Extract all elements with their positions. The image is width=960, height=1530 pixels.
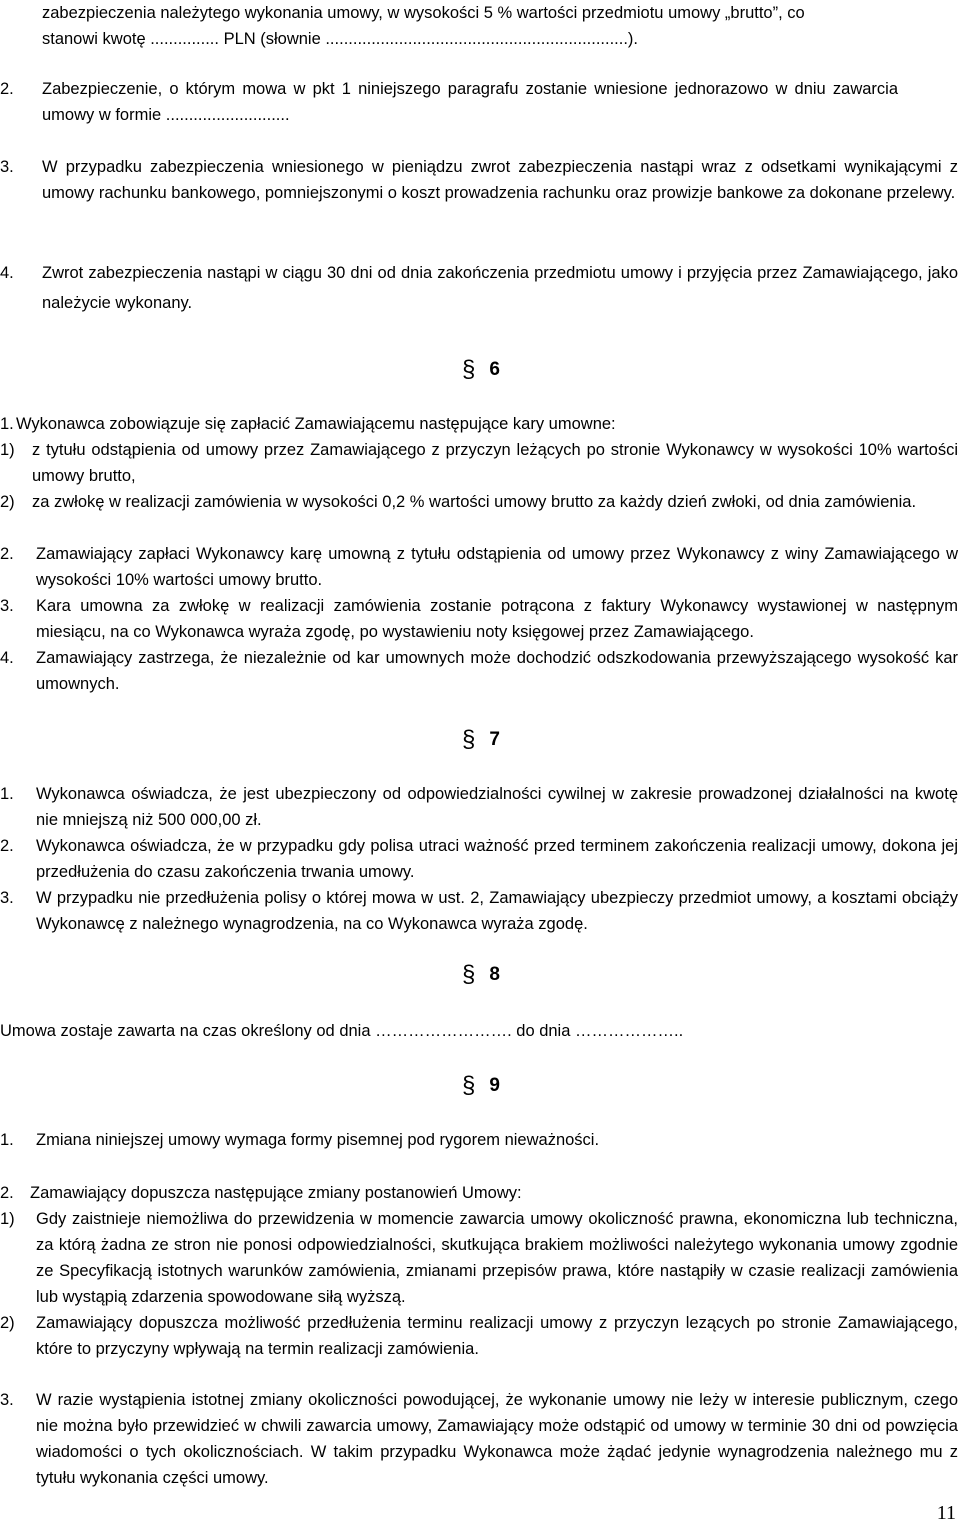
contract-term-line: Umowa zostaje zawarta na czas określony od dnia ……………………. do dnia ……………….. — [0, 1022, 684, 1040]
section-heading-7 — [462, 728, 500, 752]
s9-item-3 — [0, 1387, 958, 1491]
item-text: Zamawiający zapłaci Wykonawcy karę umowną z tytułu odstąpienia od umowy przez Wykonawcy z winy Zamawiającego w wysokości 10% wartości umowy brutto. — [36, 545, 958, 589]
section-number: 7 — [489, 729, 500, 750]
s6-item-2 — [0, 541, 958, 593]
s8-text — [0, 1018, 958, 1044]
item-number: 2. — [0, 1184, 14, 1202]
paragraph-2 — [0, 76, 958, 128]
paragraph-text: Zabezpieczenie, o którym mowa w pkt 1 niniejszego paragrafu zostanie wniesione jednorazowo w dniu zawarcia umowy w formie ........................... — [42, 80, 898, 124]
item-number: 1. — [0, 1131, 14, 1149]
s7-item-3 — [0, 885, 958, 937]
paragraph-number: 3. — [0, 158, 14, 176]
item-text: Zamawiający zastrzega, że niezależnie od kar umownych może dochodzić odszkodowania przewyższającego wysokość kar umownych. — [36, 649, 958, 693]
item-number: 2) — [0, 1314, 15, 1332]
s9-item-2-sub-1 — [0, 1206, 958, 1310]
item-number: 4. — [0, 649, 14, 667]
item-number: 3. — [0, 1391, 14, 1409]
item-number: 2. — [0, 545, 14, 563]
paragraph-number: 4. — [0, 264, 14, 282]
item-text: z tytułu odstąpienia od umowy przez Zamawiającego z przyczyn leżących po stronie Wykonawcy w wysokości 10% wartości umowy brutto, — [32, 441, 958, 485]
section-sign-icon: § — [462, 961, 476, 988]
s6-item-4 — [0, 645, 958, 697]
s7-item-1 — [0, 781, 958, 833]
item-number: 2) — [0, 493, 15, 511]
continuation-paragraph — [42, 0, 958, 52]
section-heading-6 — [462, 358, 500, 382]
item-text: Gdy zaistnieje niemożliwa do przewidzenia w momencie zawarcia umowy okoliczność prawna, ekonomiczna lub techniczna, za którą żadna ze stron nie ponosi odpowiedzialności, skutkująca brakiem możliwości należytego wykonania umowy zgodnie ze Specyfikacją istotnych warunków zamówienia, zmianami przepisów prawa, które nastąpiły w czasie realizacji zamówienia lub wystąpią zdarzenia spowodowane siłą wyższą. — [36, 1210, 958, 1306]
s6-item-3 — [0, 593, 958, 645]
item-number: 1) — [0, 1210, 15, 1228]
item-text: Zamawiający dopuszcza możliwość przedłużenia terminu realizacji umowy z przyczyn lezących po stronie Zamawiającego, które to przyczyny wpływają na termin realizacji zamówienia. — [36, 1314, 958, 1358]
s7-item-2 — [0, 833, 958, 885]
item-text: W przypadku nie przedłużenia polisy o której mowa w ust. 2, Zamawiający ubezpieczy przedmiot umowy, a kosztami obciąży Wykonawcę z należnego wynagrodzenia, na co Wykonawca wyraża zgodę. — [36, 889, 958, 933]
section-heading-8 — [462, 963, 500, 987]
paragraph-4 — [0, 258, 958, 318]
page-number: 11 — [936, 1502, 956, 1524]
item-text: Wykonawca oświadcza, że jest ubezpieczony od odpowiedzialności cywilnej w zakresie prowadzonej działalności na kwotę nie mniejszą niż 500 000,00 zł. — [36, 785, 958, 829]
paragraph-3 — [0, 154, 958, 206]
s9-item-2-sub-2 — [0, 1310, 958, 1362]
section-number: 6 — [489, 359, 500, 380]
item-number: 3. — [0, 597, 14, 615]
section-sign-icon: § — [462, 726, 476, 753]
item-text: Zamawiający dopuszcza następujące zmiany postanowień Umowy: — [30, 1184, 522, 1202]
item-text: Kara umowna za zwłokę w realizacji zamówienia zostanie potrącona z faktury Wykonawcy wystawionej w następnym miesiącu, na co Wykonawca wyraża zgodę, po wystawieniu noty księgowej przez Zamawiającego. — [36, 597, 958, 641]
item-number: 1. — [0, 785, 14, 803]
item-text: W razie wystąpienia istotnej zmiany okoliczności powodującej, że wykonanie umowy nie leży w interesie publicznym, czego nie można było przewidzieć w chwili zawarcia umowy, Zamawiający może odstąpić od umowy w terminie 30 dni od powzięcia wiadomości o tych okolicznościach. W takim przypadku Wykonawca może żądać jedynie wynagrodzenia należnego mu z tytułu wykonania części umowy. — [36, 1391, 958, 1487]
s9-item-2 — [0, 1180, 958, 1206]
section-number: 9 — [489, 1075, 500, 1096]
paragraph-text: Zwrot zabezpieczenia nastąpi w ciągu 30 dni od dnia zakończenia przedmiotu umowy i przyjęcia przez Zamawiającego, jako należycie wykonany. — [42, 264, 958, 312]
item-text: Wykonawca oświadcza, że w przypadku gdy polisa utraci ważność przed terminem zakończenia realizacji umowy, dokona jej przedłużenia do czasu zakończenia trwania umowy. — [36, 837, 958, 881]
continuation-line-2: stanowi kwotę ............... PLN (słownie ..................................................................). — [42, 30, 638, 48]
continuation-line-1: zabezpieczenia należytego wykonania umowy, w wysokości 5 % wartości przedmiotu umowy „brutto”, co — [42, 4, 805, 22]
section-heading-9 — [462, 1074, 500, 1098]
s6-item-1 — [0, 411, 958, 437]
item-number: 1) — [0, 441, 15, 459]
item-text: za zwłokę w realizacji zamówienia w wysokości 0,2 % wartości umowy brutto za każdy dzień zwłoki, od dnia zamówienia. — [32, 493, 917, 511]
item-number: 1. — [0, 415, 14, 433]
section-sign-icon: § — [462, 356, 476, 383]
item-number: 3. — [0, 889, 14, 907]
item-text: Zmiana niniejszej umowy wymaga formy pisemnej pod rygorem nieważności. — [36, 1131, 600, 1149]
s6-item-1-sub-1 — [0, 437, 958, 489]
paragraph-text: W przypadku zabezpieczenia wniesionego w pieniądzu zwrot zabezpieczenia nastąpi wraz z odsetkami wynikającymi z umowy rachunku bankowego, pomniejszonymi o koszt prowadzenia rachunku oraz prowizje bankowe za dokonane przelewy. — [42, 158, 958, 202]
s9-item-1 — [0, 1127, 958, 1153]
section-sign-icon: § — [462, 1072, 476, 1099]
paragraph-number: 2. — [0, 80, 14, 98]
item-number: 2. — [0, 837, 14, 855]
section-number: 8 — [489, 964, 500, 985]
item-text: Wykonawca zobowiązuje się zapłacić Zamawiającemu następujące kary umowne: — [16, 415, 616, 433]
s6-item-1-sub-2 — [0, 489, 958, 515]
